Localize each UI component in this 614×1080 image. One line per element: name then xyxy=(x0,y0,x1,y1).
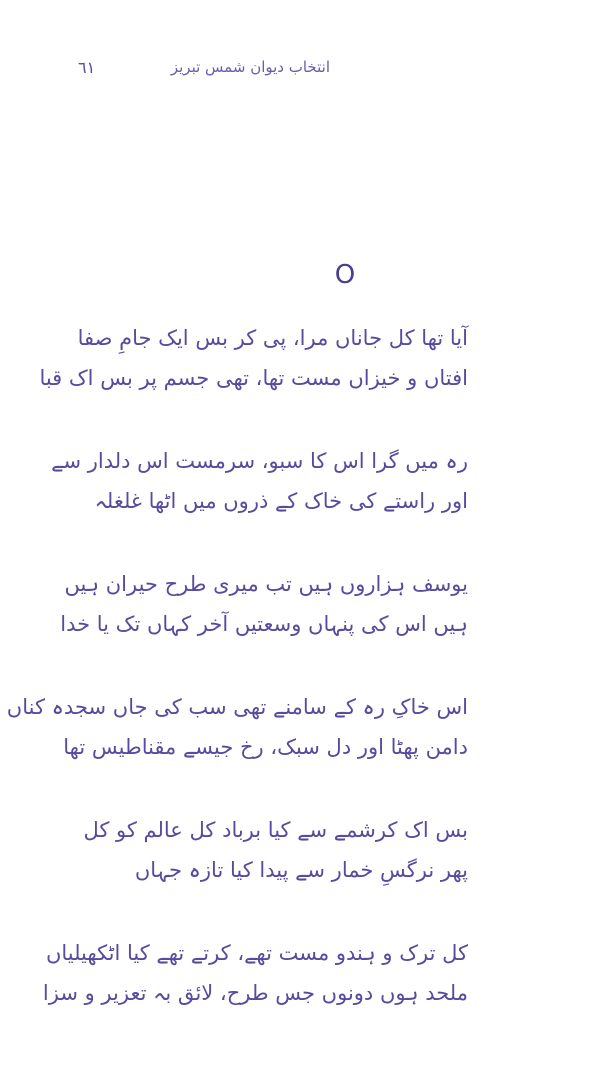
verse-line: بس اک کرشمے سے کیا برباد کل عالم کو کل xyxy=(83,818,468,842)
couplet xyxy=(6,687,468,810)
couplet xyxy=(42,933,468,1056)
couplet xyxy=(83,810,468,933)
verse-line: کل ترک و ہندو مست تھے، کرتے تھے کیا اٹکھیلیاں xyxy=(45,941,468,965)
verse-line: اور راستے کی خاک کے ذروں میں اٹھا غلغلہ xyxy=(94,489,468,513)
couplet xyxy=(39,318,468,441)
couplet xyxy=(51,441,468,564)
couplet xyxy=(60,564,468,687)
section-ornament: O xyxy=(334,260,356,290)
poem-body xyxy=(6,318,468,1056)
verse-line: دامن پھٹا اور دل سبک، رخ جیسے مقناطیس تھا xyxy=(63,735,468,759)
verse-line: ملحد ہوں دونوں جس طرح، لائق بہ تعزیر و سزا xyxy=(42,981,468,1005)
page-number: ٦١ xyxy=(78,58,96,77)
page-header xyxy=(70,58,330,86)
verse-line: ہیں اس کی پنہاں وسعتیں آخر کہاں تک یا خدا xyxy=(60,612,468,636)
running-head: انتخاب دیوان شمس تبریز xyxy=(170,58,330,76)
verse-line: پھر نرگسِ خمار سے پیدا کیا تازہ جہاں xyxy=(134,858,468,882)
verse-line: اس خاکِ رہ کے سامنے تھی سب کی جاں سجدہ کناں xyxy=(6,695,468,719)
verse-line: رہ میں گرا اس کا سبو، سرمست اس دلدار سے xyxy=(51,449,468,473)
verse-line: افتاں و خیزاں مست تھا، تھی جسم پر بس اک قبا xyxy=(39,366,468,390)
verse-line: آیا تھا کل جاناں مرا، پی کر بس ایک جامِ صفا xyxy=(77,326,468,350)
verse-line: یوسف ہزاروں ہیں تب میری طرح حیران ہیں xyxy=(64,572,468,596)
